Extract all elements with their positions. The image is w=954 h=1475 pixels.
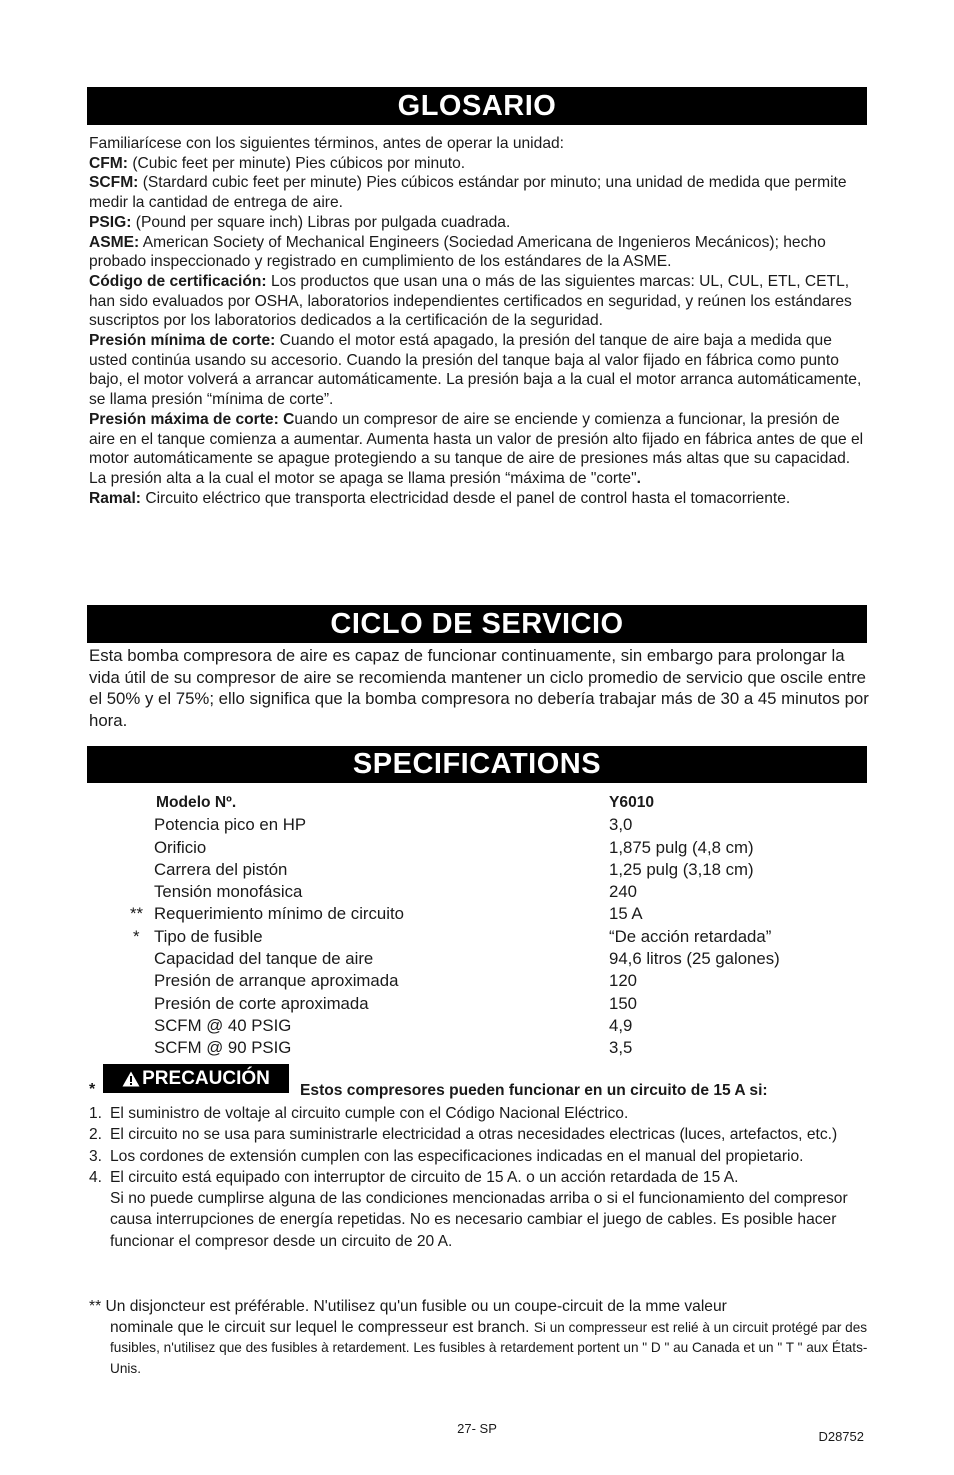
list-number: 4. — [89, 1168, 103, 1186]
caution-asterisk: * — [89, 1081, 96, 1098]
definition: uando un compresor de aire se enciende y comienza a funcionar, la presión de aire en el tanque comienza a aumentar. Aumenta hasta un valor de presión alto fijado en fábrica antes de que el motor automáticamente se apague protegiendo a su tanque de aire de presiones más altas que su capacidad. La presión alta a la cual el motor se apaga se llama presión “máxima de "corte" — [89, 410, 864, 487]
definition: (Cubic feet per minute) Pies cúbicos por minuto. — [127, 154, 466, 172]
glossary-entry-psig — [89, 213, 869, 233]
glossary-section — [89, 134, 869, 508]
footnote-line-1: ** Un disjoncteur est préférable. N'utilisez qu'un fusible ou un coupe-circuit de la mme valeur — [89, 1298, 727, 1315]
spec-mark: ** — [130, 904, 144, 924]
term: Código de certificación: — [89, 272, 267, 290]
definition: American Society of Mechanical Engineers (Sociedad Americana de Ingenieros Mecánicos); hecho probado inspeccionado y registrado en cumplimiento de los estándares de la ASME. — [89, 233, 826, 271]
glossary-entry-min-pressure — [89, 331, 869, 410]
warning-triangle-icon — [122, 1071, 140, 1087]
list-text: El circuito está equipado con interruptor de circuito de 15 A. o un acción retardada de 15 A. — [110, 1168, 739, 1186]
caution-text: Estos compresores pueden funcionar en un circuito de 15 A si: — [300, 1082, 768, 1099]
spec-mark: * — [133, 926, 140, 946]
spec-value: “De acción retardada” — [609, 926, 772, 946]
spec-value: 1,875 pulg (4,8 cm) — [609, 837, 754, 857]
ciclo-heading: CICLO DE SERVICIO — [87, 605, 867, 643]
list-text: El circuito no se usa para suministrarle electricidad a otras necesidades electricas (luces, artefactos, etc.) — [110, 1126, 838, 1144]
conditions-note — [89, 1188, 879, 1252]
spec-value: 120 — [609, 971, 637, 991]
footnote-line-2: nominale que le circuit sur lequel le compresseur est branch. — [110, 1318, 534, 1336]
glossary-intro: Familiarícese con los siguientes términos, antes de operar la unidad: — [89, 135, 564, 152]
document-code: D28752 — [818, 1429, 864, 1444]
spec-row — [0, 859, 954, 881]
spec-label: Carrera del pistón — [154, 859, 288, 879]
duty-cycle-text: Esta bomba compresora de aire es capaz de funcionar continuamente, sin embargo para prolongar la vida útil de su compresor de aire se recomienda mantener un ciclo promedio de servicio que oscile entre el 50% y el 75%; ello significa que la bomba compresora no debería trabajar más de 30 a 45 minutos por hora. — [89, 646, 869, 730]
conditions-note-text: Si no puede cumplirse alguna de las condiciones mencionadas arriba o si el funcionamiento del compresor causa interrupciones de energía repetidas. No es necesario cambiar el juego de cables. Es posible hacer funcionar el compresor desde un circuito de 20 A. — [110, 1190, 848, 1250]
glossary-entry-cert — [89, 272, 869, 331]
caution-badge — [103, 1064, 289, 1093]
spec-value: 3,5 — [609, 1038, 633, 1058]
caution-line — [0, 1064, 954, 1104]
spec-label: Tensión monofásica — [154, 882, 303, 902]
spec-value: 150 — [609, 993, 637, 1013]
caution-badge-label: PRECAUCIÓN — [142, 1068, 270, 1089]
list-item — [89, 1146, 879, 1167]
page-number: 27- SP — [457, 1421, 497, 1436]
spec-label: SCFM @ 90 PSIG — [154, 1038, 292, 1058]
definition: (Stardard cubic feet per minute) Pies cúbicos estándar por minuto; una unidad de medida que permite medir la cantidad de entrega de aire. — [89, 174, 847, 212]
spec-label: Presión de corte aproximada — [154, 993, 369, 1013]
list-number: 1. — [89, 1105, 103, 1122]
spec-row — [0, 993, 954, 1015]
spec-label: Capacidad del tanque de aire — [154, 949, 374, 969]
spec-label: Potencia pico en HP — [154, 815, 307, 835]
spec-header-value: Y6010 — [609, 794, 655, 811]
list-item — [89, 1124, 879, 1145]
list-text: Los cordones de extensión cumplen con las especificaciones indicadas en el manual del propietario. — [110, 1147, 804, 1165]
footnote-small-text: Si un compresseur est relié à un circuit protégé par des fusibles, n'utilisez que des fusibles à retardement. Les fusibles à retardement portent un " D " au Canada et un " T " aux États-Unis. — [110, 1319, 868, 1376]
glossary-entry-asme — [89, 233, 869, 272]
definition: Circuito eléctrico que transporta electricidad desde el panel de control hasta el tomacorriente. — [141, 489, 791, 507]
list-number: 3. — [89, 1147, 103, 1165]
list-number: 2. — [89, 1126, 103, 1144]
spec-row — [0, 926, 954, 948]
spec-row — [0, 970, 954, 992]
specifications-heading: SPECIFICATIONS — [87, 746, 867, 783]
term: ASME: — [89, 233, 140, 251]
spec-value: 240 — [609, 882, 637, 902]
glossary-entry-cfm — [89, 154, 869, 174]
glossary-entry-max-pressure — [89, 410, 869, 489]
spec-header-label: Modelo Nº. — [156, 794, 237, 811]
spec-row — [0, 903, 954, 925]
spec-header-row — [0, 792, 954, 814]
spec-row — [0, 837, 954, 859]
spec-row — [0, 1015, 954, 1037]
spec-label: Presión de arranque aproximada — [154, 971, 399, 991]
footnote-continuation — [89, 1318, 879, 1380]
spec-row — [0, 1037, 954, 1059]
spec-row — [0, 881, 954, 903]
spec-value: 4,9 — [609, 1015, 633, 1035]
glosario-heading: GLOSARIO — [87, 87, 867, 125]
spec-label: Tipo de fusible — [154, 926, 263, 946]
term: CFM: — [89, 154, 128, 172]
spec-label: Orificio — [154, 837, 207, 857]
list-text: El suministro de voltaje al circuito cumple con el Código Nacional Eléctrico. — [110, 1105, 629, 1122]
spec-label: Requerimiento mínimo de circuito — [154, 904, 404, 924]
spec-row — [0, 948, 954, 970]
term: Presión mínima de corte: — [89, 332, 276, 350]
term: Presión máxima de corte: C — [89, 410, 295, 428]
spec-value: 1,25 pulg (3,18 cm) — [609, 859, 754, 879]
definition: Cuando el motor está apagado, la presión del tanque de aire baja a medida que usted continúa usando su accesorio. Cuando la presión del tanque baja al valor fijado en fábrica como punto bajo, el motor volverá a arrancar automáticamente. La presión baja a la cual el motor arranca automáticamente, se llama presión “mínima de corte”. — [89, 332, 862, 409]
spec-value: 3,0 — [609, 815, 633, 835]
term: Ramal: — [89, 489, 141, 507]
footnote — [89, 1297, 879, 1379]
conditions-list — [89, 1103, 879, 1252]
definition-end: . — [636, 469, 641, 487]
specifications-table — [0, 792, 954, 1060]
definition: Los productos que usan una o más de las siguientes marcas: UL, CUL, ETL, CETL, han sido evaluados por OSHA, laboratorios independientes certificados en seguridad, y reúnen los estándares suscriptos por los laboratorios dedicados a la certificación de la seguridad. — [89, 272, 852, 330]
definition: (Pound per square inch) Libras por pulgada cuadrada. — [131, 213, 511, 231]
spec-value: 15 A — [609, 904, 643, 924]
list-item — [89, 1167, 879, 1188]
glossary-entry-ramal — [89, 489, 869, 509]
list-item — [89, 1103, 879, 1124]
spec-row — [0, 814, 954, 836]
term: SCFM: — [89, 174, 139, 192]
spec-label: SCFM @ 40 PSIG — [154, 1015, 292, 1035]
glossary-entry-scfm — [89, 173, 869, 212]
spec-value: 94,6 litros (25 galones) — [609, 949, 780, 969]
term: PSIG: — [89, 213, 132, 231]
